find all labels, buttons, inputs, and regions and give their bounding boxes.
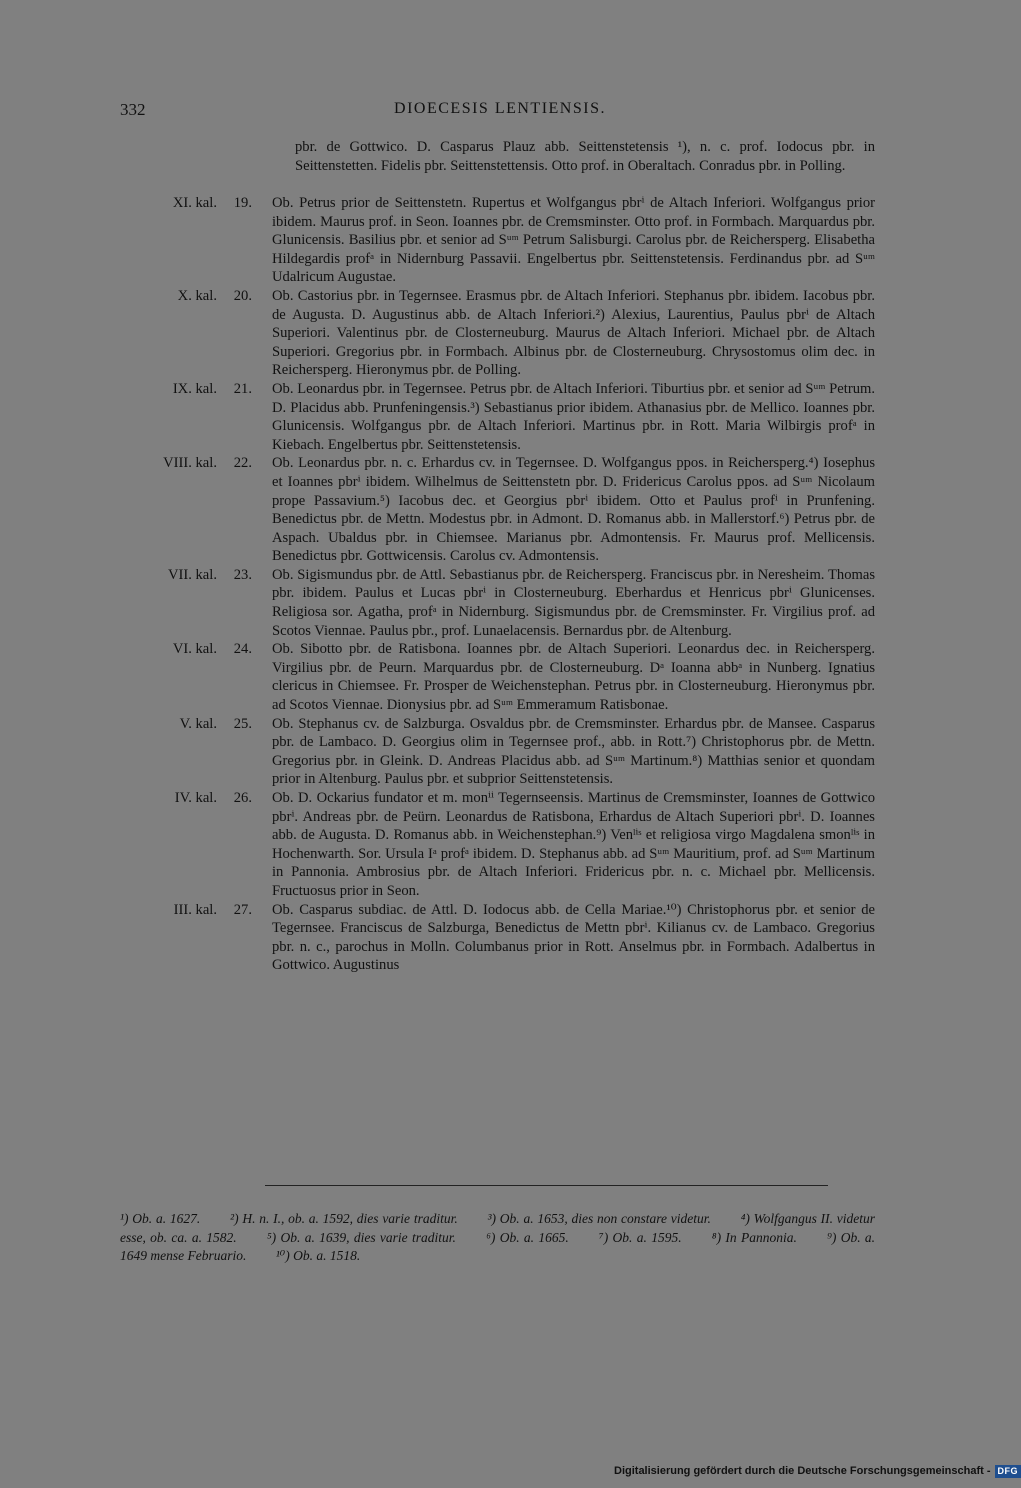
entry-text: Ob. Petrus prior de Seittenstetn. Rupertus et Wolfgangus pbrⁱ de Altach Inferiori. Wolfgangus prior ibidem. Maurus prof. in Seon. Ioannes pbr. de Cremsminster. Otto prof. in Formbach. Marquardus pbr. Glunicensis. Basilius pbr. et senior ad Sᵘᵐ Petrum Salisburgi. Carolus pbr. de Reichersperg. Elisabetha Hildegardis profᵃ in Nidernburg Passavii. Engelbertus pbr. Seittenstetensis. Ferdinandus pbr. ad Sᵘᵐ Udalricum Augustae. [272, 195, 875, 286]
credit-text: Digitalisierung gefördert durch die Deutsche Forschungsgemeinschaft - [614, 1465, 991, 1477]
day-number: 26. [233, 790, 252, 806]
day-number: 24. [233, 641, 252, 658]
calendar-entry [120, 789, 875, 901]
entry-text: Ob. Leonardus pbr. in Tegernsee. Petrus pbr. de Altach Inferiori. Tiburtius pbr. et senior ad Sᵘᵐ Petrum. D. Placidus abb. Prunfeningensis.³) Sebastianus prior ibidem. Athanasius pbr. de Mellico. Ioannes pbr. Glunicensis. Wolfgangus pbr. de Altach Inferiori. Martinus pbr. in Rott. Maria Wilbirgis profᵃ in Kiebach. Engelbertus pbr. Seittenstetensis. [272, 380, 875, 453]
page-number: 332 [120, 100, 146, 119]
day-number: 22. [233, 455, 252, 472]
entry-text: Ob. Sigismundus pbr. de Attl. Sebastianus pbr. de Reichersperg. Franciscus pbr. in Neresheim. Thomas pbr. ibidem. Paulus et Lucas pbrⁱ in Closterneuburg. Eberhardus et Henricus pbrⁱ Glunicenses. Religiosa sor. Agatha, profᵃ in Nidernburg. Sigismundus pbr. de Cremsminster. Fr. Virgilius prof. ad Scotos Viennae. Paulus pbr., prof. Lunaelacensis. Bernardus pbr. de Altenburg. [272, 566, 875, 639]
entry-text: Ob. Stephanus cv. de Salzburga. Osvaldus pbr. de Cremsminster. Erhardus pbr. de Mansee. Casparus pbr. de Lambaco. D. Georgius olim in Tegernsee prof., abb. in Rott.⁷) Christophorus pbr. de Mettn. Gregorius pbr. in Gleink. D. Andreas Placidus abb. ad Sᵘᵐ Martinum.⁸) Matthias senior et quondam prior in Altenburg. Paulus pbr. et subprior Seittenstetensis. [272, 715, 875, 788]
kalends-label: XI. kal. [172, 195, 217, 211]
footnotes [120, 1210, 875, 1266]
footnote: ⁷) Ob. a. 1595. [599, 1229, 682, 1245]
footnote: ⁹) Ob. a. 1649 mense Februario. [120, 1229, 876, 1263]
entries-list [120, 194, 875, 975]
calendar-entry [120, 566, 875, 640]
day-number: 23. [233, 566, 252, 583]
calendar-entry [120, 380, 875, 454]
entry-text: Ob. D. Ockarius fundator et m. monⁱⁱ Tegernseensis. Martinus de Cremsminster, Ioannes de Gottwico pbrⁱ. Andreas pbr. de Peürn. Leonardus de Ratisbona, Erhardus de Altach Superiori pbrⁱ. D. Ioannes abb. de Augusta. D. Romanus abb. in Weichenstephan.⁹) Venˡⁱˢ et religiosa virgo Magdalena smonˡⁱˢ in Hochenwarth. Sor. Ursula Iᵃ profᵃ ibidem. D. Stephanus abb. ad Sᵘᵐ Mauritium, prof. ad Sᵘᵐ Martinum in Pannonia. Ambrosius pbr. de Altach Inferiori. Fridericus pbr. n. c. Michael pbr. Mellicensis. Fructuosus prior in Seon. [272, 790, 875, 899]
calendar-entry [120, 454, 875, 566]
footnote: ²) H. n. I., ob. a. 1592, dies varie traditur. [230, 1211, 458, 1226]
entry-text: Ob. Sibotto pbr. de Ratisbona. Ioannes pbr. de Altach Superiori. Leonardus dec. in Reichersperg. Virgilius pbr. de Peurn. Marquardus pbr. de Closterneuburg. Dᵃ Ioanna abbᵃ in Nunberg. Ignatius clericus in Chiemsee. Fr. Prosper de Weichenstephan. Petrus pbr. in Closterneuburg. Hieronymus pbr. ad Scotos Viennae. Dionysius pbr. ad Sᵘᵐ Emmeramum Ratisbonae. [272, 641, 875, 714]
footnote-rule [265, 1185, 828, 1186]
running-head: DIOECESIS LENTIENSIS. [394, 100, 606, 117]
continuation-paragraph: pbr. de Gottwico. D. Casparus Plauz abb. Seittenstetensis ¹), n. c. prof. Iodocus pbr. in Seittenstetten. Fidelis pbr. Seittenstettensis. Otto prof. in Oberaltach. Conradus pbr. in Polling. [295, 139, 875, 174]
footnote: ⁵) Ob. a. 1639, dies varie traditur. [266, 1229, 456, 1245]
dfg-logo: DFG [995, 1465, 1021, 1478]
footnote: ⁴) Wolfgangus II. videtur esse, ob. ca. a. 1582. [120, 1211, 876, 1245]
footnote: ³) Ob. a. 1653, dies non constare videtur. [487, 1211, 711, 1226]
calendar-entry [120, 715, 875, 789]
day-number: 19. [233, 195, 252, 211]
footnote: ¹⁰) Ob. a. 1518. [275, 1248, 361, 1263]
footnote: ⁸) In Pannonia. [711, 1229, 797, 1245]
kalends-label: V. kal. [179, 715, 217, 732]
day-number: 25. [233, 715, 252, 732]
digitization-credit [614, 1463, 1021, 1479]
entry-text: Ob. Leonardus pbr. n. c. Erhardus cv. in Tegernsee. D. Wolfgangus ppos. in Reichersperg.⁴) Iosephus et Ioannes pbrⁱ ibidem. Wilhelmus de Seittenstetn pbr. D. Fridericus Carolus ppos. ad Sᵘᵐ Nicolaum prope Passavium.⁵) Iacobus dec. et Georgius pbrⁱ ibidem. Otto et Paulus profⁱ in Prunfening. Benedictus pbr. de Mettn. Modestus pbr. in Admont. D. Romanus abb. in Mallerstorf.⁶) Petrus pbr. de Aspach. Ubaldus pbr. in Chiemsee. Marianus pbr. Admontensis. Fr. Maurus prof. Mellicensis. Benedictus pbr. Gottwicensis. Carolus cv. Admontensis. [272, 455, 875, 565]
kalends-label: VIII. kal. [163, 455, 217, 472]
kalends-label: III. kal. [173, 901, 217, 918]
day-number: 20. [233, 287, 252, 304]
calendar-entry [120, 901, 875, 975]
kalends-label: IX. kal. [172, 380, 217, 397]
day-number: 27. [233, 901, 252, 918]
kalends-label: IV. kal. [174, 790, 217, 806]
day-number: 21. [233, 380, 252, 397]
footnote: ¹) Ob. a. 1627. [120, 1211, 201, 1226]
entry-text: Ob. Casparus subdiac. de Attl. D. Iodocus abb. de Cella Mariae.¹⁰) Christophorus pbr. et senior de Tegernsee. Franciscus de Salzburga, Benedictus de Mettn pbrⁱ. Kilianus cv. de Lambaco. Gregorius pbr. n. c., parochus in Molln. Columbanus prior in Rott. Anselmus pbr. in Formbach. Adalbertus in Gottwico. Augustinus [272, 901, 875, 974]
calendar-entry [120, 194, 875, 287]
footnote: ⁶) Ob. a. 1665. [486, 1229, 569, 1245]
kalends-label: X. kal. [177, 287, 217, 304]
kalends-label: VII. kal. [167, 566, 217, 583]
calendar-entry [120, 287, 875, 380]
kalends-label: VI. kal. [172, 641, 217, 658]
entry-text: Ob. Castorius pbr. in Tegernsee. Erasmus pbr. de Altach Inferiori. Stephanus pbr. ibidem. Iacobus pbr. de Augusta. D. Augustinus abb. de Altach Inferiori.²) Alexius, Laurentius, Paulus pbrⁱ de Altach Superiori. Valentinus pbr. de Closterneuburg. Maurus de Altach Inferiori. Michael pbr. de Altach Superiori. Gregorius pbr. in Formbach. Albinus pbr. de Closterneuburg. Chrysostomus olim dec. in Reichersperg. Hieronymus pbr. de Polling. [272, 287, 875, 379]
calendar-entry [120, 640, 875, 714]
